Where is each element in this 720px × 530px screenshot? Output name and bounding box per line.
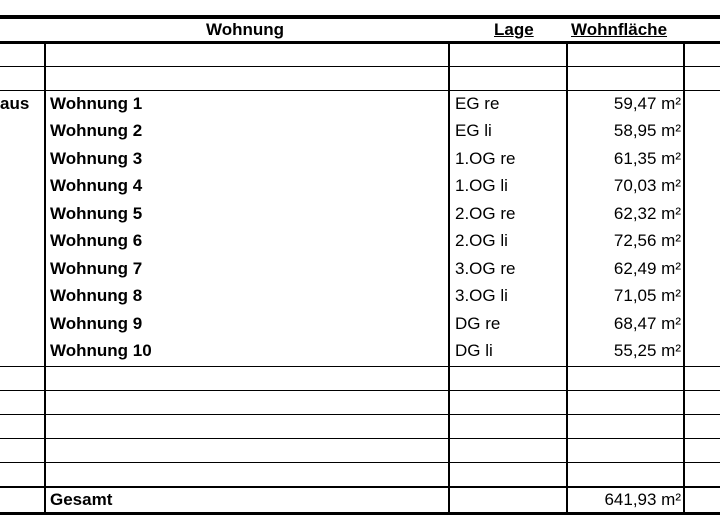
apartment-flaeche: 55,25 m² <box>613 341 681 360</box>
row-rule <box>0 462 720 463</box>
apartment-lage: EG li <box>455 121 492 140</box>
apartment-lage: 3.OG re <box>455 259 516 278</box>
row-prefix-text: aus <box>0 94 30 113</box>
header-lage: Lage <box>494 20 534 39</box>
apartment-lage: 1.OG li <box>455 176 508 195</box>
total-label: Gesamt <box>50 490 113 509</box>
header-bottom-border <box>0 41 720 44</box>
apartment-flaeche: 62,49 m² <box>613 259 681 278</box>
apartment-flaeche: 72,56 m² <box>613 231 681 250</box>
row-rule <box>0 366 720 367</box>
col-divider-right <box>683 44 685 515</box>
apartment-name: Wohnung 10 <box>50 341 152 360</box>
row-rule <box>0 390 720 391</box>
apartment-lage: 3.OG li <box>455 286 508 305</box>
apartment-name: Wohnung 6 <box>50 231 143 250</box>
apartment-lage: DG li <box>455 341 493 360</box>
apartment-name: Wohnung 9 <box>50 314 143 333</box>
row-rule <box>0 438 720 439</box>
apartment-name: Wohnung 4 <box>50 176 143 195</box>
apartment-lage: 2.OG li <box>455 231 508 250</box>
apartment-flaeche: 61,35 m² <box>613 149 681 168</box>
apartment-flaeche: 62,32 m² <box>613 204 681 223</box>
apartment-name: Wohnung 3 <box>50 149 143 168</box>
apartment-lage: 1.OG re <box>455 149 516 168</box>
apartment-flaeche: 58,95 m² <box>613 121 681 140</box>
apartment-lage: DG re <box>455 314 501 333</box>
apartment-flaeche: 59,47 m² <box>613 94 681 113</box>
apartment-name: Wohnung 2 <box>50 121 143 140</box>
header-wohnflaeche: Wohnfläche <box>571 20 668 39</box>
row-rule <box>0 66 720 67</box>
apartment-lage: 2.OG re <box>455 204 516 223</box>
col-divider-flaeche <box>566 44 568 515</box>
col-divider-lage <box>448 44 450 515</box>
apartment-name: Wohnung 7 <box>50 259 143 278</box>
col-divider-name <box>44 44 46 515</box>
apartment-name: Wohnung 8 <box>50 286 143 305</box>
apartment-name: Wohnung 5 <box>50 204 143 223</box>
row-rule <box>0 414 720 415</box>
apartment-name: Wohnung 1 <box>50 94 143 113</box>
apartment-lage: EG re <box>455 94 500 113</box>
apartment-flaeche: 70,03 m² <box>613 176 681 195</box>
apartment-flaeche: 68,47 m² <box>613 314 681 333</box>
apartment-flaeche: 71,05 m² <box>613 286 681 305</box>
total-flaeche: 641,93 m² <box>604 490 681 509</box>
header-wohnung: Wohnung <box>206 20 285 39</box>
